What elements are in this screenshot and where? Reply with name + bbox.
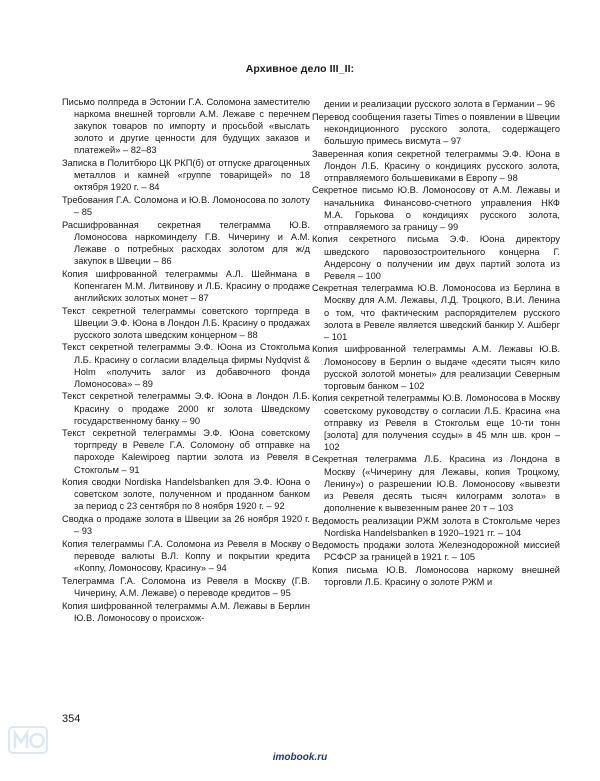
list-item: Письмо полпреда в Эстонии Г.А. Соломона заместителю наркома внешней торговли А.М. Лежаве с перечнем закупок товаров по импорту и просьбой «выслать золото и другие ценности для будущих заказов и платежей» – 82–83	[62, 97, 310, 156]
list-item: Телеграмма Г.А. Соломона из Ревеля в Москву (Г.В. Чичерину, А.М. Лежаве) о переводе кредитов – 95	[62, 575, 310, 598]
list-item: Текст секретной телеграммы Э.Ф. Юона из Стокгольма Л.Б. Красину о согласии владельца фирмы Nydqvist & Holm «получить залог из добавочного фонда Ломоносова» – 89	[62, 342, 310, 389]
list-item: Секретная телеграмма Ю.В. Ломоносова из Берлина в Москву для А.М. Лежавы, Л.Д. Троцкого, В.И. Ленина о том, что фактическим распорядителем русского золота в Ревеле является шведский банкир У. Ашберг – 101	[312, 283, 560, 342]
page-number: 354	[62, 713, 81, 725]
watermark-logo-icon	[8, 726, 48, 754]
list-item: Текст секретной телеграммы советского торгпреда в Швеции Э.Ф. Юона в Лондон Л.Б. Красину о продажах русского золота шведским концерном – 88	[62, 305, 310, 340]
list-item: Копия сводки Nordiska Handelsbanken для Э.Ф. Юона о советском золоте, полученном и проданном банком за период с 23 сентября по 8 ноября 1920 г. – 92	[62, 477, 310, 512]
list-item: Ведомость продажи золота Железнодорожной миссией РСФСР за границей в 1921 г. – 105	[312, 540, 560, 563]
list-item: Перевод сообщения газеты Times о появлении в Швеции некондиционного русского золота, содержащего большую примесь висмута – 97	[312, 111, 560, 146]
page-title: Архивное дело III_II:	[245, 63, 355, 75]
list-item: Требования Г.А. Соломона и Ю.В. Ломоносова по золоту – 85	[62, 194, 310, 218]
list-item: Копия шифрованной телеграммы А.Л. Шейнмана в Копенгаген М.М. Литвинову и Л.Б. Красину о продаже английских золотых монет – 87	[62, 268, 310, 303]
list-item: Ведомость реализации РЖМ золота в Стокгольме через Nordiska Handelsbanken в 1920–1921 гг. – 104	[312, 515, 560, 538]
list-item: Копия письма Ю.В. Ломоносова наркому внешней торговли Л.Б. Красину о золоте РЖМ и	[312, 565, 560, 588]
list-item: Копия шифрованной телеграммы А.М. Лежавы в Берлин Ю.В. Ломоносову о происхож-	[62, 600, 310, 623]
list-item: Расшифрованная секретная телеграмма Ю.В. Ломоносова наркоминделу Г.В. Чичерину и А.М. Лежаве о потребных расходах золотом для ж/д закупок в Швеции – 86	[62, 219, 310, 266]
list-item: Копия телеграммы Г.А. Соломона из Ревеля в Москву о переводе валюты В.Л. Коппу и покрытии кредита «Коппу, Ломоносову, Красину» – 94	[62, 538, 310, 574]
list-item: Текст секретной телеграммы Э.Ф. Юона в Лондон Л.Б. Красину о продаже 2000 кг золота Шведскому государственному банку – 90	[62, 391, 310, 426]
right-column	[312, 98, 560, 589]
list-item: Копия шифрованной телеграммы А.М. Лежавы Ю.В. Ломоносову в Берлин о выдаче «десяти тысяч кило русской золотой монеты» для реализации Северным торговым банком – 102	[312, 344, 560, 391]
list-item: Записка в Политбюро ЦК РКП(б) от отпуске драгоценных металлов и камней «группе товарищей» по 18 октября 1920 г. – 84	[62, 158, 310, 193]
list-item: Секретное письмо Ю.В. Ломоносову от А.М. Лежавы и начальника Финансово-счетного управления НКФ М.А. Горькова о кондициях русского золота, отправляемого за границу – 99	[312, 185, 560, 232]
list-item: Копия секретной телеграммы Ю.В. Ломоносова в Москву советскому руководству о согласии Л.Б. Красина «на отправку из Ревеля в Стокгольм еще 10-ти тонн [золота] для получения ссуды» в 45 млн шв. крон – 102	[312, 393, 560, 452]
list-item: Сводка о продаже золота в Швеции за 26 ноября 1920 г. – 93	[62, 514, 310, 537]
list-item: Секретная телеграмма Л.Б. Красина из Лондона в Москву («Чичерину для Лежавы, копия Троцкому, Ленину») о разрешении Ю.В. Ломоносову «вывезти из Ревеля десять тысяч килограмм золота» в дополнение к вывезенным ранее 20 т – 103	[312, 454, 560, 513]
list-item-continuation: дении и реализации русского золота в Германии – 96	[324, 99, 556, 109]
left-column	[62, 96, 310, 624]
footer-site-link[interactable]: imobook.ru	[272, 752, 328, 763]
list-item: Заверенная копия секретной телеграммы Э.Ф. Юона в Лондон Л.Б. Красину о кондициях русского золота, отправляемого большевиками в Европу – 98	[312, 148, 560, 183]
list-item: Текст секретной телеграммы Э.Ф. Юона советскому торгпреду в Ревеле Г.А. Соломону об отправке на пароходе Kalewipoeg партии золота из Ревеля в Стокгольм – 91	[62, 428, 310, 475]
list-item: Копия секретного письма Э.Ф. Юона директору шведского паровозостроительного концерна Г. Андерсону о получении им двух партий золота из Ревеля – 100	[312, 234, 560, 281]
